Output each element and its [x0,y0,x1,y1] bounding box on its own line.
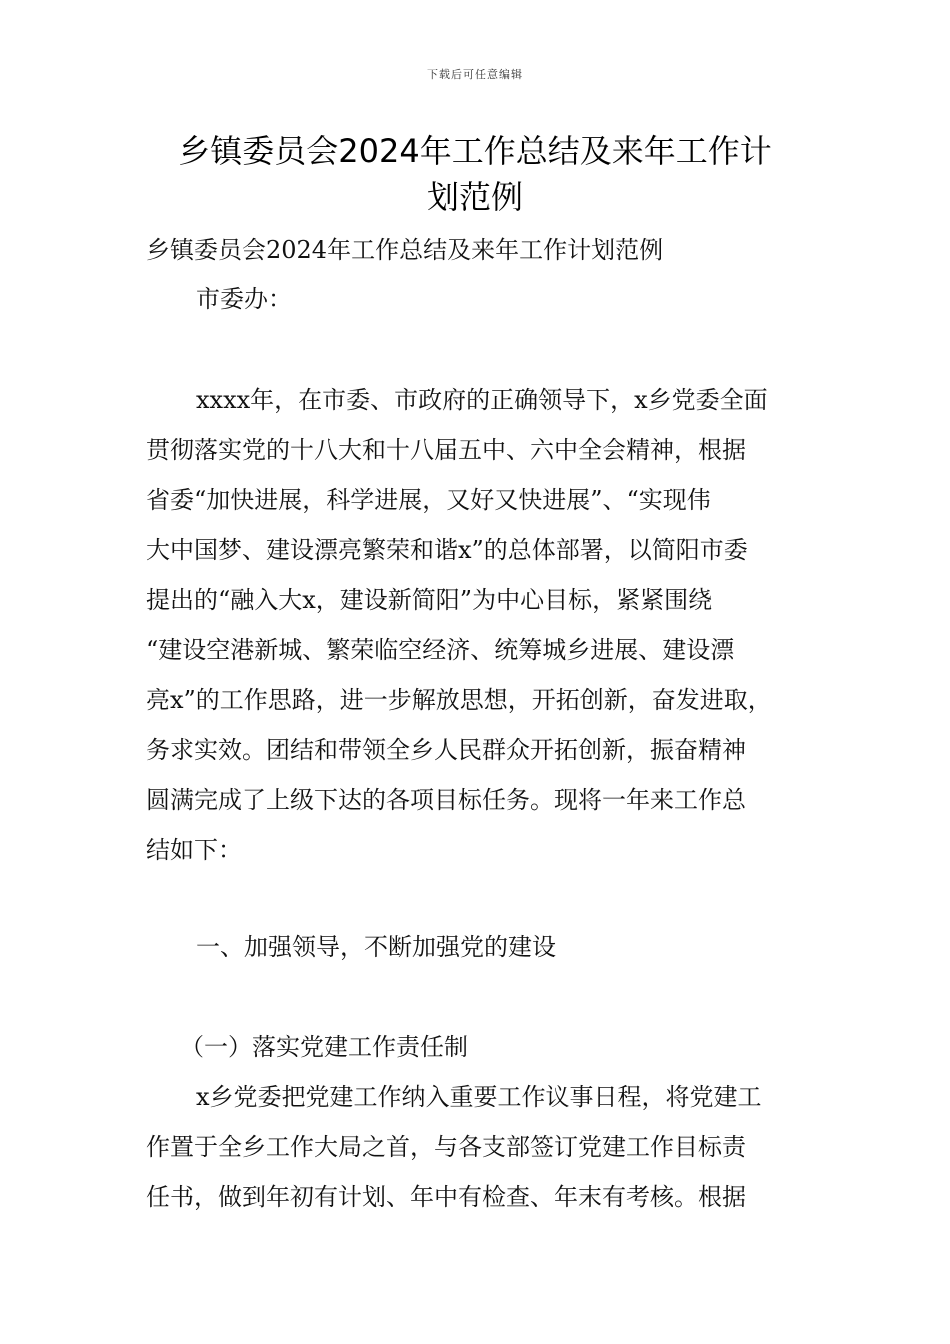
title-line: 划范例 [426,178,523,216]
paragraph-line: 任书，做到年初有计划、年中有检查、年末有考核。根据 [146,1183,746,1211]
paragraph-line: 作置于全乡工作大局之首，与各支部签订党建工作目标责 [146,1133,746,1161]
paragraph-line: 贯彻落实党的十八大和十八届五中、六中全会精神，根据 [146,436,746,464]
paragraph-line: 大中国梦、建设漂亮繁荣和谐x”的总体部署，以简阳市委 [146,536,748,564]
paragraph-line: 提出的“融入大x，建设新简阳”为中心目标，紧紧围绕 [146,586,713,614]
subsection-heading: （一）落实党建工作责任制 [180,1033,468,1061]
paragraph-line: 务求实效。团结和带领全乡人民群众开拓创新，振奋精神 [146,736,746,764]
title-line: 乡镇委员会2024年工作总结及来年工作计 [178,132,772,170]
paragraph-line: “建设空港新城、繁荣临空经济、统筹城乡进展、建设漂 [146,636,735,664]
salutation: 市委办： [196,285,292,313]
document-subtitle: 乡镇委员会2024年工作总结及来年工作计划范例 [146,236,664,264]
paragraph-line: 亮x”的工作思路，进一步解放思想，开拓创新，奋发进取， [146,686,772,714]
paragraph-line: xxxx年，在市委、市政府的正确领导下，x乡党委全面 [196,386,768,414]
paragraph-line: 结如下： [146,836,242,864]
section-heading: 一、加强领导，不断加强党的建设 [196,933,556,961]
header-note: 下载后可任意编辑 [427,68,523,81]
paragraph-line: 省委“加快进展，科学进展，又好又快进展”、“实现伟 [146,486,711,514]
document-title [140,128,810,220]
paragraph-line: x乡党委把党建工作纳入重要工作议事日程，将党建工 [196,1083,762,1111]
paragraph-line: 圆满完成了上级下达的各项目标任务。现将一年来工作总 [146,786,746,814]
